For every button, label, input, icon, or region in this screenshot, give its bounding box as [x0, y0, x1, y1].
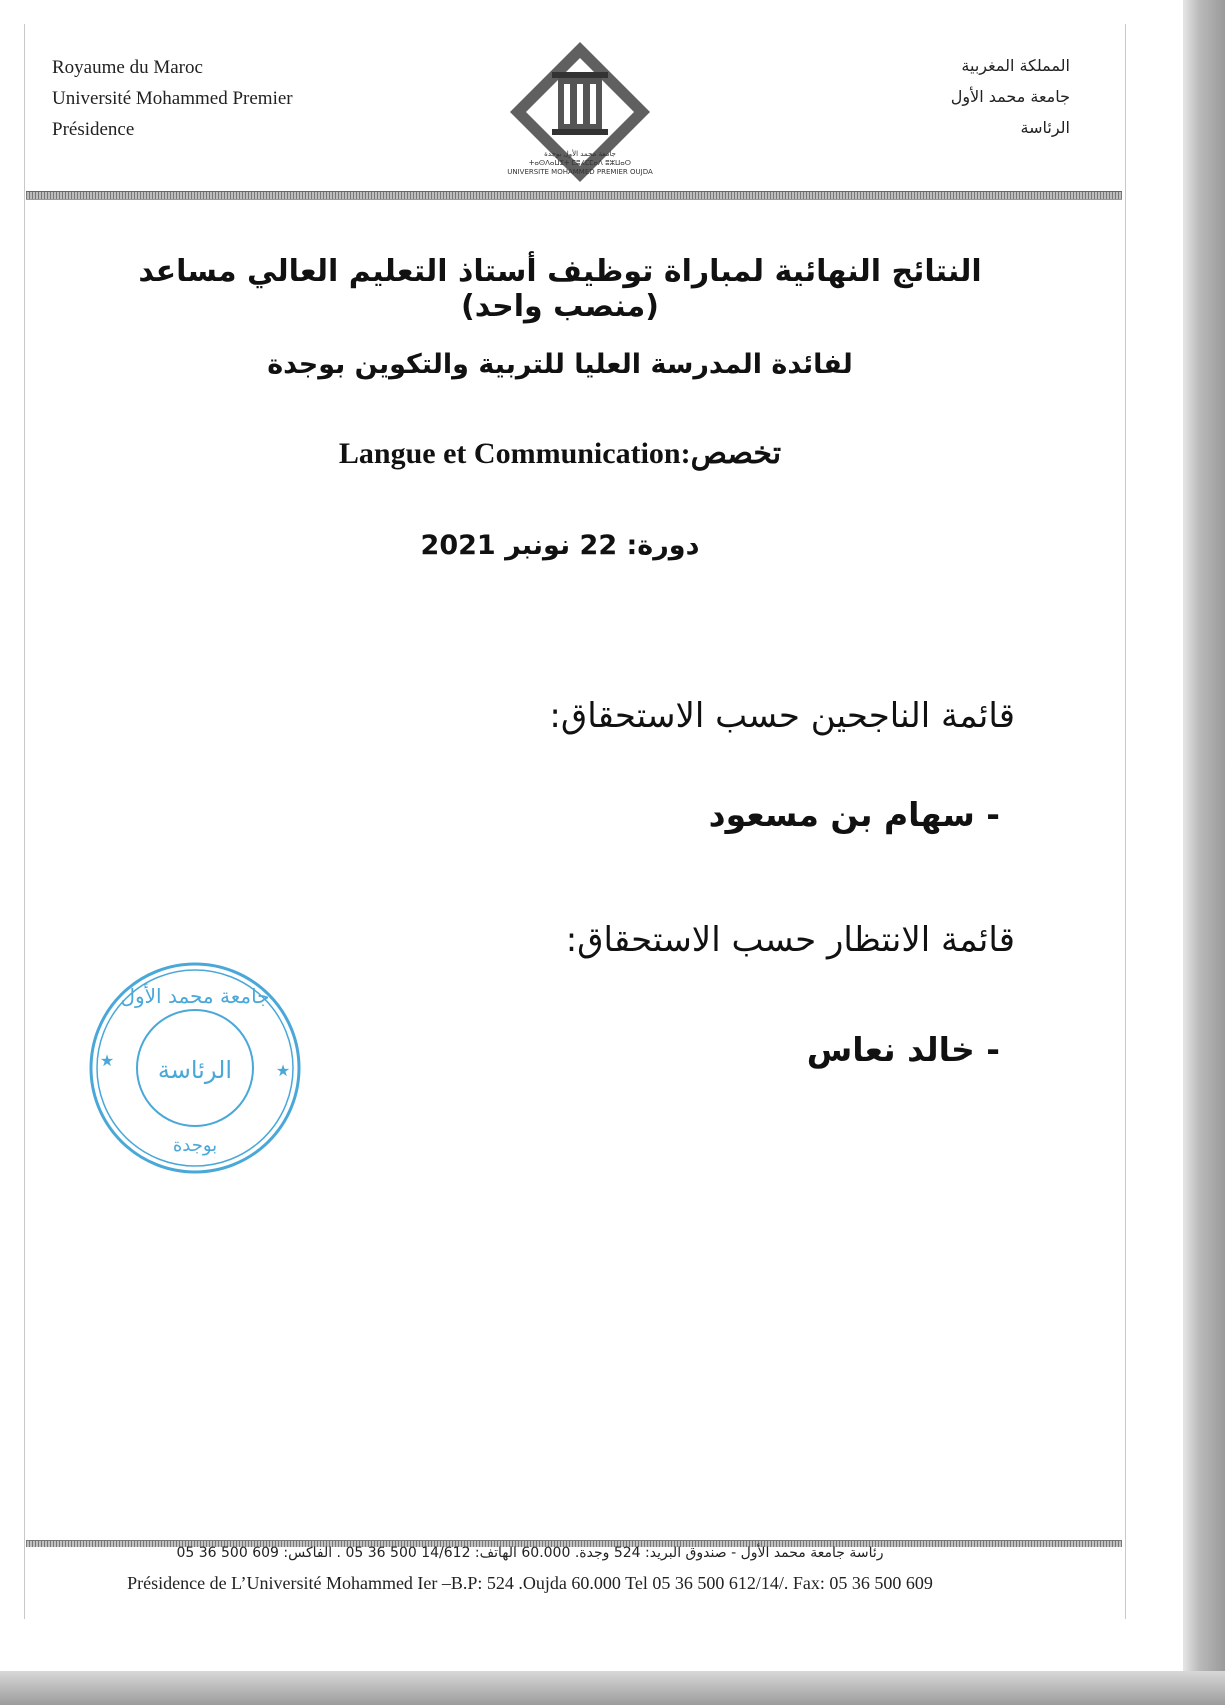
svg-text:جامعة محمد الأول: جامعة محمد الأول	[120, 984, 270, 1008]
scan-right-shadow	[1183, 0, 1225, 1705]
logo-caption-tifinagh: ⵜⴰⵙⴷⴰⵡⵉⵜ ⵎⵓⵃⵎⵎⴰⴷ ⵓⵣⵡⴰⵔ	[528, 159, 632, 167]
header-right-block	[951, 50, 1070, 143]
document-subtitle: لفائدة المدرسة العليا للتربية والتكوين بوجدة	[267, 349, 853, 380]
admitted-candidate: - سهام بن مسعود	[708, 795, 1000, 834]
svg-text:الرئاسة: الرئاسة	[157, 1056, 233, 1084]
svg-text:بوجدة: بوجدة	[172, 1135, 218, 1156]
header-left-block	[52, 52, 293, 145]
header-university-ar: جامعة محمد الأول	[950, 87, 1070, 106]
logo-caption-ar: جامعة محمد الأول بوجدة	[544, 150, 616, 158]
document-title: النتائج النهائية لمباراة توظيف أستاذ التعليم العالي مساعد (منصب واحد)	[138, 254, 982, 324]
header-divider	[26, 191, 1122, 200]
footer-address-fr: Présidence de L’Université Mohammed Ier –B.P: 524 .Oujda 60.000 Tel 05 36 500 612/14/. Fax: 05 36 500 609	[127, 1573, 933, 1593]
waiting-list-heading: قائمة الانتظار حسب الاستحقاق:	[565, 920, 1015, 960]
header-presidency-ar: الرئاسة	[1020, 118, 1070, 137]
svg-text:★: ★	[99, 1051, 115, 1070]
header-country-ar: المملكة المغربية	[961, 56, 1070, 75]
logo-caption	[505, 150, 655, 177]
header-presidency-fr: Présidence	[52, 119, 135, 140]
header-country-fr: Royaume du Maroc	[52, 57, 203, 78]
logo-caption-fr: UNIVERSITE MOHAMMED PREMIER OUJDA	[507, 168, 653, 176]
scan-bottom-shadow	[0, 1671, 1225, 1705]
waiting-candidate: - خالد نعاس	[806, 1030, 1000, 1069]
session-date: دورة: 22 نونبر 2021	[420, 530, 700, 561]
presidency-stamp	[85, 958, 305, 1178]
svg-text:★: ★	[275, 1061, 291, 1080]
admitted-list-heading: قائمة الناجحين حسب الاستحقاق:	[549, 696, 1015, 736]
specialty-line: Langue et Communication:تخصص	[338, 437, 782, 470]
footer-address-ar: رئاسة جامعة محمد الأول - صندوق البريد: 524 وجدة. 60.000 الهاتف: 14/612 500 36 05 . الفاكس: 609 500 36 05	[176, 1545, 884, 1561]
header-university-fr: Université Mohammed Premier	[52, 88, 293, 109]
